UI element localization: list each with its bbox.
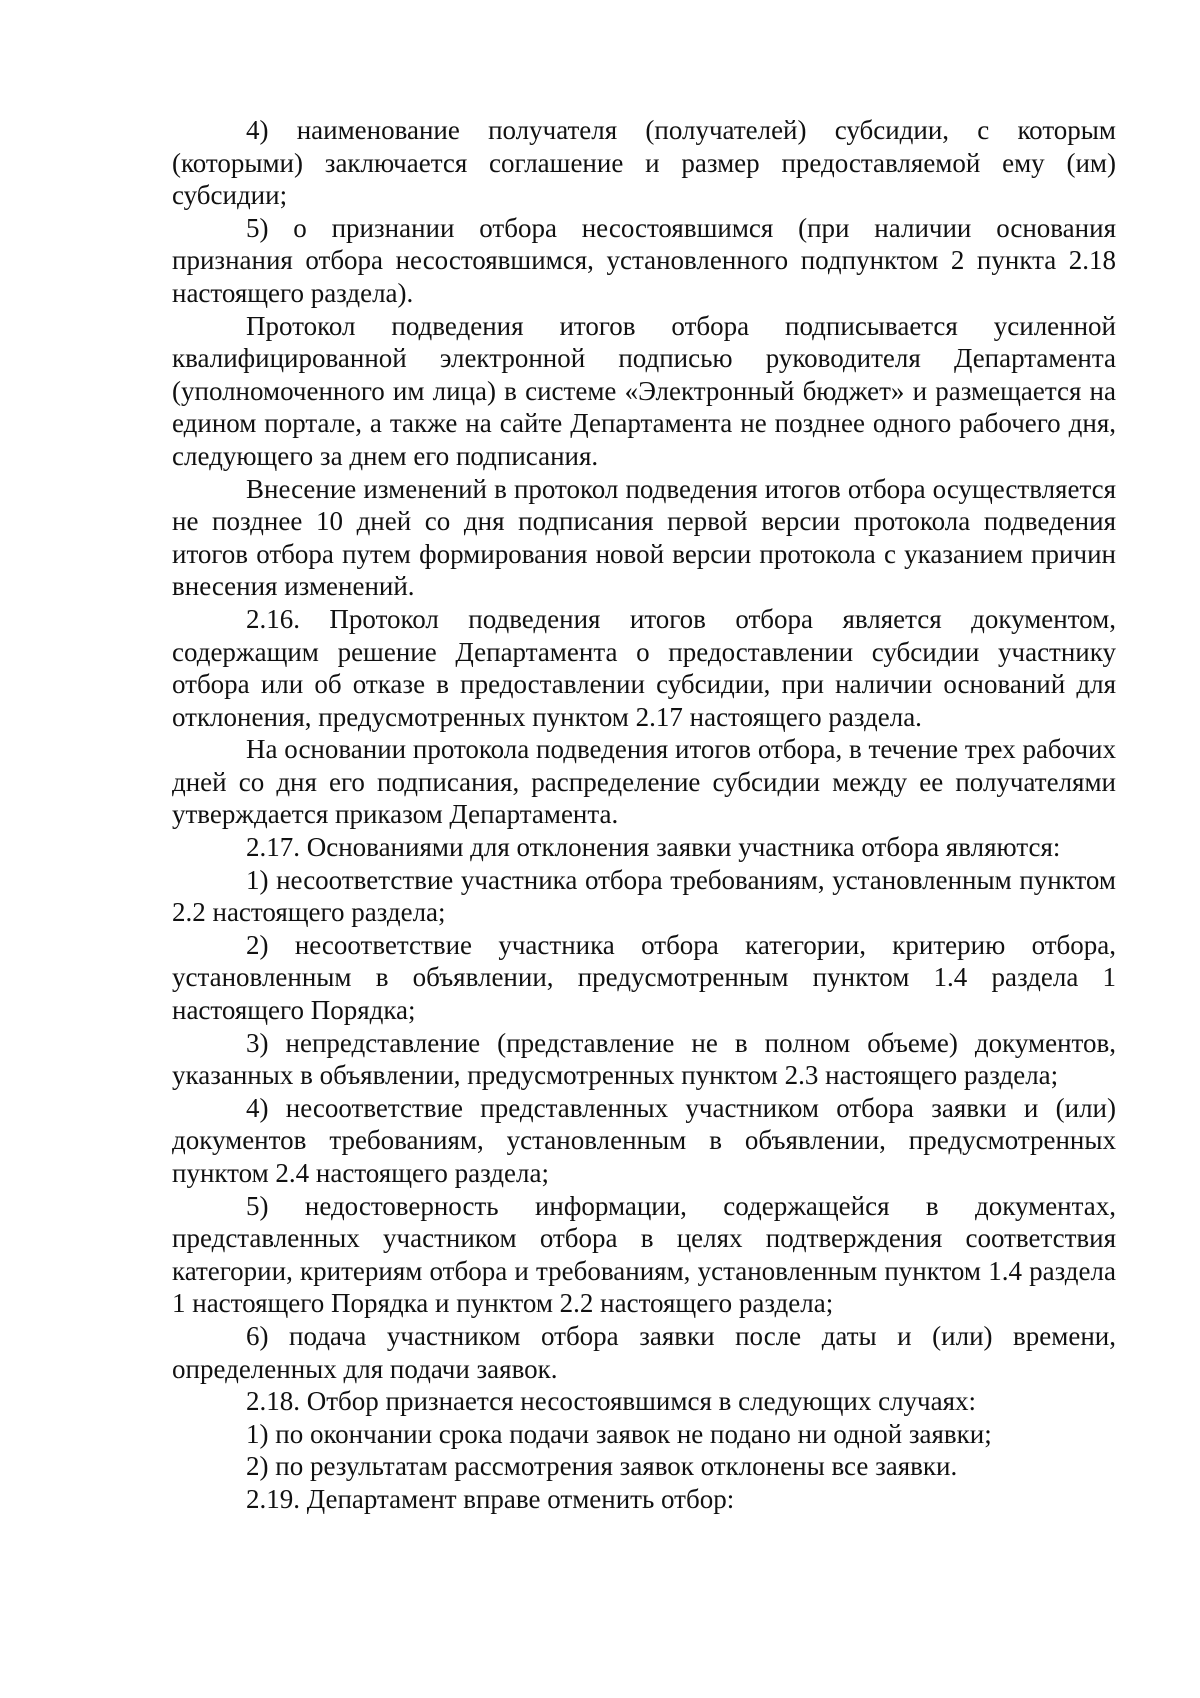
paragraph-failed-case-1: 1) по окончании срока подачи заявок не подано ни одной заявки; [246,1418,992,1449]
paragraph-clause-2-17: 2.17. Основаниями для отклонения заявки участника отбора являются: [246,832,1061,863]
paragraph-failed-case-2: 2) по результатам рассмотрения заявок отклонены все заявки. [246,1451,958,1482]
paragraph-rejection-6: 6) подача участником отбора заявки после даты и (или) времени, определенных для подачи заявок. [172,1320,1116,1384]
paragraph-rejection-3: 3) непредставление (представление не в полном объеме) документов, указанных в объявлении, предусмотренных пунктом 2.3 настоящего раздела; [172,1027,1116,1091]
paragraph-item-4-recipient-name: 4) наименование получателя (получателей) субсидии, с которым (которыми) заключается соглашение и размер предоставляемой ему (им) субсидии; [172,115,1116,211]
paragraph-rejection-1: 1) несоответствие участника отбора требованиям, установленным пунктом 2.2 настоящего раздела; [172,864,1116,928]
paragraph-clause-2-18: 2.18. Отбор признается несостоявшимся в следующих случаях: [246,1386,977,1417]
paragraph-item-5-selection-failed: 5) о признании отбора несостоявшимся (при наличии основания признания отбора несостоявшимся, установленного подпунктом 2 пункта 2.18 настоящего раздела). [172,212,1116,308]
paragraph-protocol-signing: Протокол подведения итогов отбора подписывается усиленной квалифицированной электронной подписью руководителя Департамента (уполномоченного им лица) в системе «Электронный бюджет» и размещается на едином портале, а также на сайте Департамента не позднее одного рабочего дня, следующего за днем его подписания. [172,310,1116,471]
paragraph-clause-2-16: 2.16. Протокол подведения итогов отбора является документом, содержащим решение Департамента о предоставлении субсидии участнику отбора или об отказе в предоставлении субсидии, при наличии оснований для отклонения, предусмотренных пунктом 2.17 настоящего раздела. [172,603,1116,732]
paragraph-protocol-changes: Внесение изменений в протокол подведения итогов отбора осуществляется не позднее 10 дней со дня подписания первой версии протокола подведения итогов отбора путем формирования новой версии протокола с указанием причин внесения изменений. [172,473,1116,602]
paragraph-distribution-order: На основании протокола подведения итогов отбора, в течение трех рабочих дней со дня его подписания, распределение субсидии между ее получателями утверждается приказом Департамента. [172,734,1116,830]
paragraph-rejection-4: 4) несоответствие представленных участником отбора заявки и (или) документов требованиям, установленным в объявлении, предусмотренных пунктом 2.4 настоящего раздела; [172,1092,1116,1188]
paragraph-clause-2-19: 2.19. Департамент вправе отменить отбор: [246,1483,735,1514]
document-body [172,114,1116,1516]
paragraph-rejection-2: 2) несоответствие участника отбора категории, критерию отбора, установленным в объявлении, предусмотренным пунктом 1.4 раздела 1 настоящего Порядка; [172,929,1116,1026]
paragraph-rejection-5: 5) недостоверность информации, содержащейся в документах, представленных участником отбора в целях подтверждения соответствия категории, критериям отбора и требованиям, установленным пунктом 1.4 раздела 1 настоящего Порядка и пунктом 2.2 настоящего раздела; [172,1190,1116,1319]
